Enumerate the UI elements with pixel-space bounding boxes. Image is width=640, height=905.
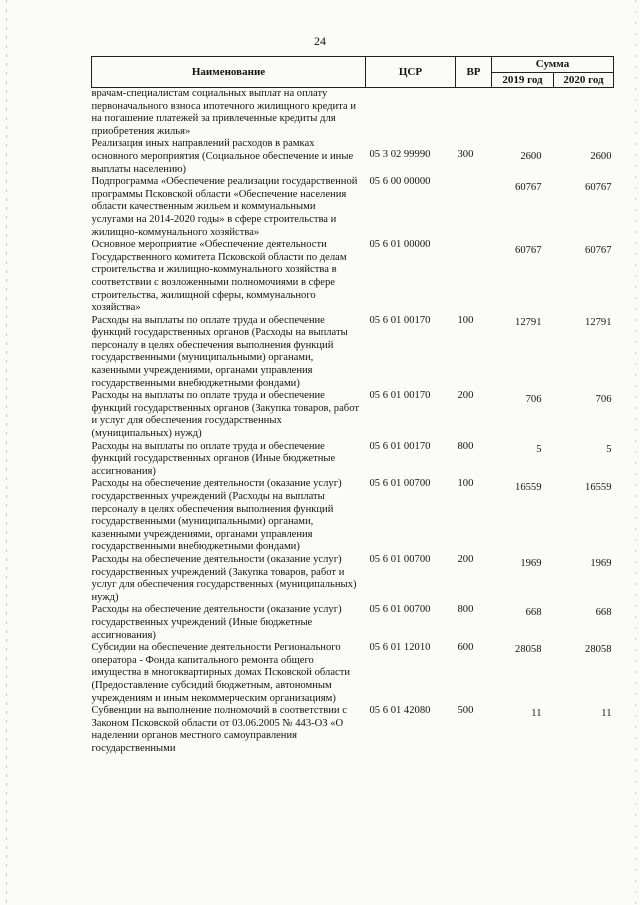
row-csr: 05 6 01 00700 xyxy=(369,604,431,616)
row-value-2019: 60767 xyxy=(515,245,542,257)
table-row xyxy=(92,554,614,604)
budget-table xyxy=(91,56,614,755)
row-name: врачам-специалистам социальных выплат на оплату первоначального взноса ипотечного жилищного кредита и на погашение платежей за привлеченные кредиты для приобретения жилья» xyxy=(91,88,356,137)
row-value-2019 xyxy=(492,88,554,139)
row-vr: 200 xyxy=(457,553,474,565)
row-vr: 100 xyxy=(457,478,474,490)
row-csr: 05 3 02 99990 xyxy=(369,149,431,161)
row-value-2019: 28058 xyxy=(515,644,542,656)
table-header xyxy=(92,57,614,88)
table-row xyxy=(92,705,614,755)
row-value-2019: 668 xyxy=(525,607,542,619)
row-name: Расходы на обеспечение деятельности (оказание услуг) государственных учреждений (Закупка товаров, работ и услуг для обеспечения государственных (муниципальных) нужд) xyxy=(91,553,357,603)
header-year-2020: 2020 год xyxy=(554,73,614,88)
table-row xyxy=(92,604,614,642)
row-value-2019: 1969 xyxy=(520,557,542,569)
page-number: 24 xyxy=(314,34,326,48)
row-vr: 300 xyxy=(457,149,474,161)
row-csr: 05 6 01 00170 xyxy=(369,440,431,452)
scan-edge-left xyxy=(6,0,7,905)
table-row xyxy=(92,390,614,440)
row-name: Расходы на выплаты по оплате труда и обеспечение функций государственных органов (Иные бюджетные ассигнования) xyxy=(91,440,336,477)
row-name: Подпрограмма «Обеспечение реализации государственной программы Псковской области «Обеспечение населения области качественным жильем и коммунальными услугами на 2014-2020 годы» в сфере строительства и жилищно-коммунального хозяйства» xyxy=(91,176,358,238)
row-value-2020: 60767 xyxy=(585,182,612,194)
row-vr: 800 xyxy=(457,440,474,452)
row-value-2020: 1969 xyxy=(590,557,612,569)
table-row xyxy=(92,315,614,391)
row-name: Реализация иных направлений расходов в рамках основного мероприятия (Социальное обеспечение и иные выплаты населению) xyxy=(91,138,354,175)
row-csr: 05 6 01 00700 xyxy=(369,553,431,565)
row-csr: 05 6 01 42080 xyxy=(369,705,431,717)
row-csr: 05 6 00 00000 xyxy=(369,176,431,188)
row-vr: 500 xyxy=(457,705,474,717)
header-name: Наименование xyxy=(92,57,366,88)
row-value-2020: 12791 xyxy=(585,316,612,328)
row-value-2019: 2600 xyxy=(520,151,542,163)
row-name: Расходы на выплаты по оплате труда и обеспечение функций государственных органов (Закупка товаров, работ и услуг для обеспечения государственных (муниципальных) нужд) xyxy=(91,390,359,440)
row-csr: 05 6 01 00700 xyxy=(369,478,431,490)
table-row xyxy=(92,176,614,239)
row-value-2019: 5 xyxy=(536,443,542,455)
row-value-2020: 28058 xyxy=(585,644,612,656)
header-sum: Сумма xyxy=(492,57,614,73)
row-name: Субвенции на выполнение полномочий в соответствии с Законом Псковской области от 03.06.2005 № 443-ОЗ «О наделении органов местного самоуправления государственными xyxy=(91,705,347,754)
row-name: Субсидии на обеспечение деятельности Регионального оператора - Фонда капитального ремонта общего имущества в многоквартирных домах Псковской области (Предоставление субсидий бюджетным, автономным учреждениям и иным некоммерческим организациям) xyxy=(91,642,351,704)
row-value-2020: 706 xyxy=(595,394,612,406)
row-csr: 05 6 01 00170 xyxy=(369,390,431,402)
row-vr: 600 xyxy=(457,642,474,654)
row-vr xyxy=(456,88,492,139)
table-row xyxy=(92,138,614,176)
row-csr: 05 6 01 00000 xyxy=(369,239,431,251)
scan-edge-right xyxy=(635,0,636,905)
row-vr: 200 xyxy=(457,390,474,402)
row-value-2020: 11 xyxy=(601,708,612,720)
header-year-2019: 2019 год xyxy=(492,73,554,88)
table-row xyxy=(92,441,614,479)
row-vr xyxy=(456,239,492,315)
table-row xyxy=(92,88,614,139)
table-row xyxy=(92,642,614,705)
row-value-2019: 11 xyxy=(531,708,542,720)
row-value-2019: 16559 xyxy=(515,482,542,494)
row-value-2020: 60767 xyxy=(585,245,612,257)
row-value-2020: 16559 xyxy=(585,482,612,494)
row-value-2020: 5 xyxy=(606,443,612,455)
row-csr: 05 6 01 00170 xyxy=(369,314,431,326)
row-value-2020 xyxy=(554,88,614,139)
row-vr: 800 xyxy=(457,604,474,616)
row-csr: 05 6 01 12010 xyxy=(369,642,431,654)
row-name: Основное мероприятие «Обеспечение деятельности Государственного комитета Псковской области по делам строительства и жилищно-коммунального хозяйства в соответствии с возложенными полномочиями в сфере строительства, жилищной сферы, коммунального хозяйства» xyxy=(91,239,347,314)
header-vr: ВР xyxy=(456,57,492,88)
row-value-2020: 2600 xyxy=(590,151,612,163)
row-csr xyxy=(366,88,456,139)
table-row xyxy=(92,239,614,315)
row-name: Расходы на выплаты по оплате труда и обеспечение функций государственных органов (Расходы на выплаты персоналу в целях обеспечения выполнения функций государственными (муниципальными) органами, казенными учреждениями, органами управления государственными внебюджетными фондами) xyxy=(91,314,348,389)
row-value-2019: 60767 xyxy=(515,182,542,194)
row-vr xyxy=(456,176,492,239)
header-csr: ЦСР xyxy=(366,57,456,88)
row-value-2019: 12791 xyxy=(515,316,542,328)
table-row xyxy=(92,478,614,554)
row-name: Расходы на обеспечение деятельности (оказание услуг) государственных учреждений (Иные бюджетные ассигнования) xyxy=(91,604,342,641)
row-name: Расходы на обеспечение деятельности (оказание услуг) государственных учреждений (Расходы на выплаты персоналу в целях обеспечения выполнения функций государственными (муниципальными) органами, казенными учреждениями, органами управления государственными внебюджетными фондами) xyxy=(91,478,342,553)
row-value-2019: 706 xyxy=(525,394,542,406)
row-value-2020: 668 xyxy=(595,607,612,619)
row-vr: 100 xyxy=(457,314,474,326)
